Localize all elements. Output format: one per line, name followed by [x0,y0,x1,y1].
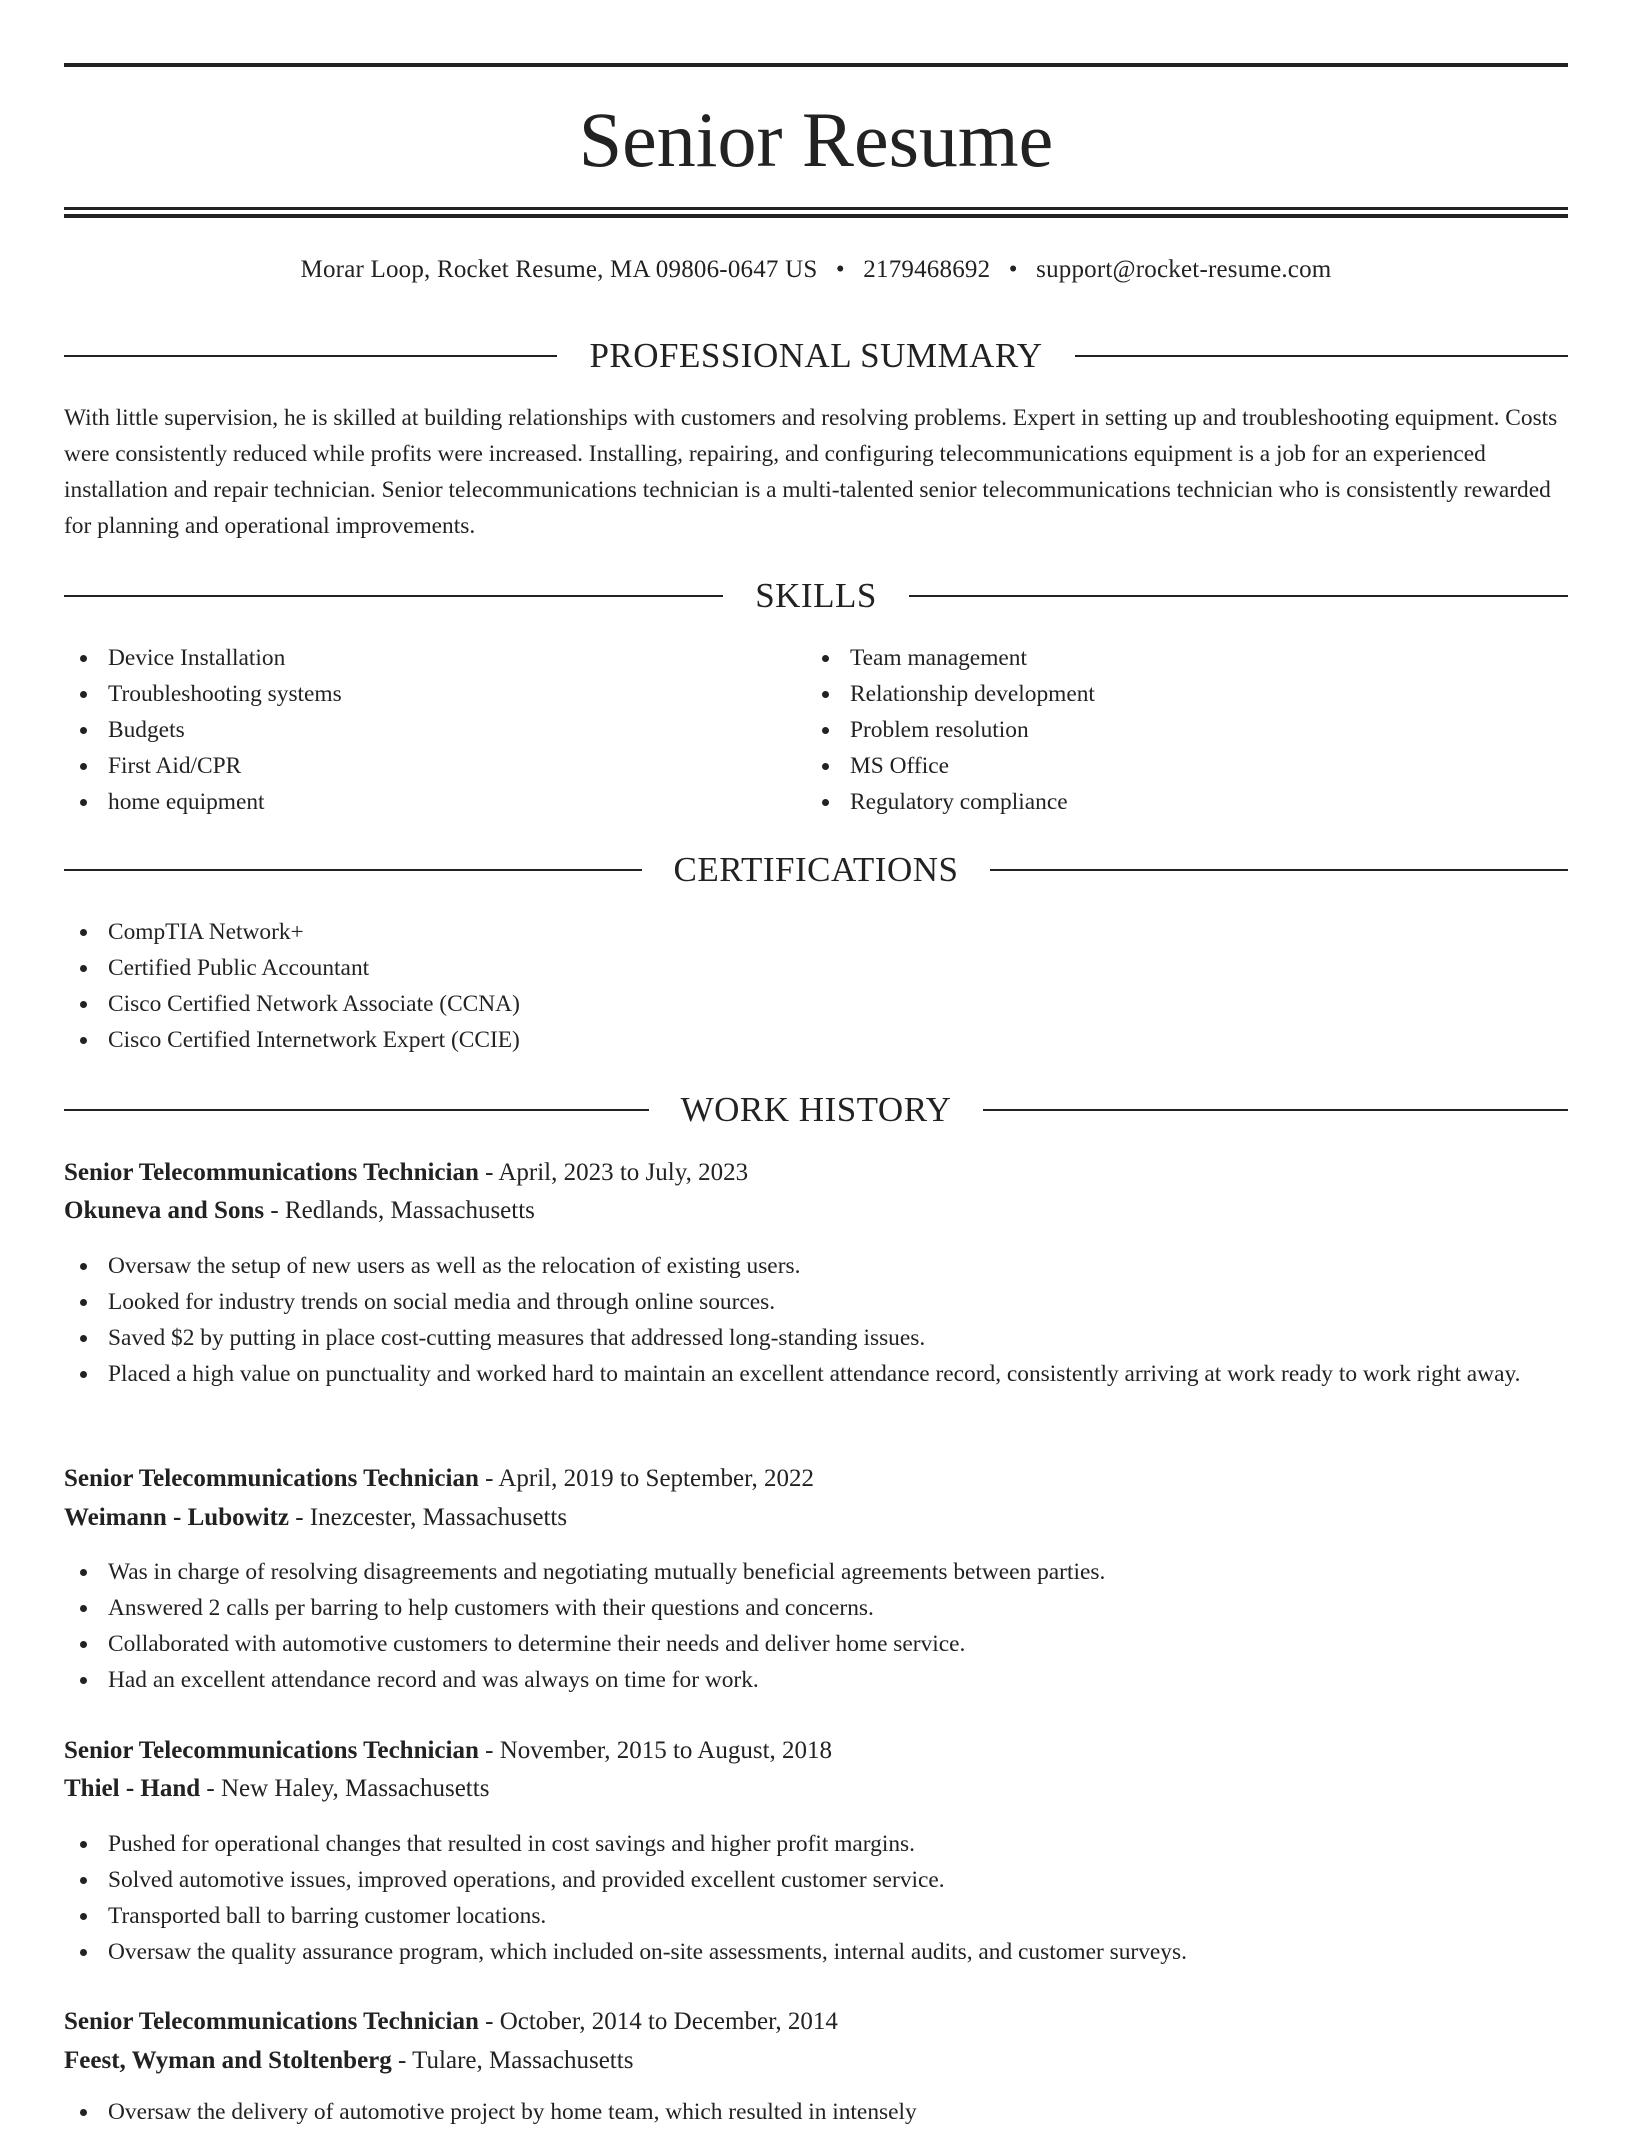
job-dates: - April, 2019 to September, 2022 [478,1465,814,1492]
contact-phone: 2179468692 [863,256,991,283]
job-title-line [64,1733,1568,1769]
job-duties [64,1554,1568,1698]
job-location: - Redlands, Massachusetts [264,1197,535,1224]
heading-rule-right [983,1109,1568,1111]
job-title-line [64,1155,1568,1191]
skills-heading [64,574,1568,618]
job-duty-item: Oversaw the delivery of automotive project by home team, which resulted in intensely [64,2094,1568,2130]
contact-line [64,252,1568,288]
header-rule-lower [64,214,1568,218]
job-title: Senior Telecommunications Technician [64,2008,479,2035]
certification-item: Cisco Certified Internetwork Expert (CCIE) [64,1022,1568,1058]
skill-item: Device Installation [64,640,764,676]
job-dates: - October, 2014 to December, 2014 [478,2008,838,2035]
contact-separator: • [835,256,845,283]
job-company: Thiel - Hand [64,1775,201,1802]
certifications-list [64,914,1568,1058]
job-duty-item: Answered 2 calls per barring to help customers with their questions and concerns. [64,1590,1568,1626]
work-history-heading [64,1088,1568,1132]
skill-item: Troubleshooting systems [64,676,764,712]
job-location: - Tulare, Massachusetts [391,2047,634,2074]
skill-item: First Aid/CPR [64,748,764,784]
job-duty-item: Had an excellent attendance record and was always on time for work. [64,1662,1568,1698]
job-duty-item: Solved automotive issues, improved operations, and provided excellent customer service. [64,1862,1568,1898]
work-history-heading-title: WORK HISTORY [680,1090,952,1129]
job-duty-item: Oversaw the quality assurance program, which included on-site assessments, internal audits, and customer surveys. [64,1934,1568,1970]
job-duty-item: Oversaw the setup of new users as well as the relocation of existing users. [64,1248,1568,1284]
job-duty-item: Looked for industry trends on social media and through online sources. [64,1284,1568,1320]
job-company: Okuneva and Sons [64,1197,265,1224]
header-rule-upper [64,207,1568,210]
job-company-line [64,1771,1568,1807]
certification-item: Cisco Certified Network Associate (CCNA) [64,986,1568,1022]
summary-heading [64,334,1568,378]
job-duty-item: Collaborated with automotive customers to determine their needs and deliver home service. [64,1626,1568,1662]
job-dates: - November, 2015 to August, 2018 [478,1737,833,1764]
heading-rule-left [64,355,557,357]
top-rule [64,63,1568,67]
job-company-line [64,2043,1568,2079]
skills-column-right [806,640,1506,820]
job-location: - New Haley, Massachusetts [200,1775,490,1802]
job-company: Feest, Wyman and Stoltenberg [64,2047,392,2074]
contact-email: support@rocket-resume.com [1036,256,1332,283]
skill-item: Problem resolution [806,712,1506,748]
job-company-line [64,1193,1568,1229]
job-company-line [64,1500,1568,1536]
job-title: Senior Telecommunications Technician [64,1159,479,1186]
job-duties [64,2094,1568,2130]
certifications-heading [64,848,1568,892]
job-duty-item: Pushed for operational changes that resulted in cost savings and higher profit margins. [64,1826,1568,1862]
skills-heading-title: SKILLS [755,576,877,615]
job-duty-item: Saved $2 by putting in place cost-cutting measures that addressed long-standing issues. [64,1320,1568,1356]
contact-separator: • [1008,256,1018,283]
skill-item: home equipment [64,784,764,820]
job-dates: - April, 2023 to July, 2023 [478,1159,749,1186]
heading-rule-left [64,869,642,871]
summary-text: With little supervision, he is skilled at building relationships with customers and resolving problems. Expert in setting up and troubleshooting equipment. Costs were consistently reduced while profits were increased. Installing, repairing, and configuring telecommunications equipment is a job for an experienced installation and repair technician. Senior telecommunications technician is a multi-talented senior telecommunications technician who is consistently rewarded for planning and operational improvements. [64,405,1558,539]
skill-item: Relationship development [806,676,1506,712]
skill-item: Budgets [64,712,764,748]
certifications-heading-title: CERTIFICATIONS [673,850,959,889]
certification-item: Certified Public Accountant [64,950,1568,986]
skill-item: Team management [806,640,1506,676]
contact-address: Morar Loop, Rocket Resume, MA 09806-0647 US [300,256,818,283]
job-title: Senior Telecommunications Technician [64,1465,479,1492]
skills-column-left [64,640,764,820]
heading-rule-right [909,595,1568,597]
job-title: Senior Telecommunications Technician [64,1737,479,1764]
certification-item: CompTIA Network+ [64,914,1568,950]
job-company: Weimann - Lubowitz [64,1504,290,1531]
skill-item: Regulatory compliance [806,784,1506,820]
job-duty-item: Placed a high value on punctuality and worked hard to maintain an excellent attendance record, consistently arriving at work ready to work right away. [64,1356,1568,1392]
heading-rule-left [64,595,723,597]
heading-rule-left [64,1109,649,1111]
summary-heading-title: PROFESSIONAL SUMMARY [589,336,1043,375]
heading-rule-right [990,869,1568,871]
resume-name: Senior Resume [578,96,1054,183]
job-title-line [64,2004,1568,2040]
job-location: - Inezcester, Massachusetts [289,1504,568,1531]
job-duty-item: Was in charge of resolving disagreements and negotiating mutually beneficial agreements between parties. [64,1554,1568,1590]
job-title-line [64,1461,1568,1497]
heading-rule-right [1075,355,1568,357]
job-duties [64,1826,1568,1970]
skill-item: MS Office [806,748,1506,784]
job-duties [64,1248,1568,1392]
job-duty-item: Transported ball to barring customer locations. [64,1898,1568,1934]
